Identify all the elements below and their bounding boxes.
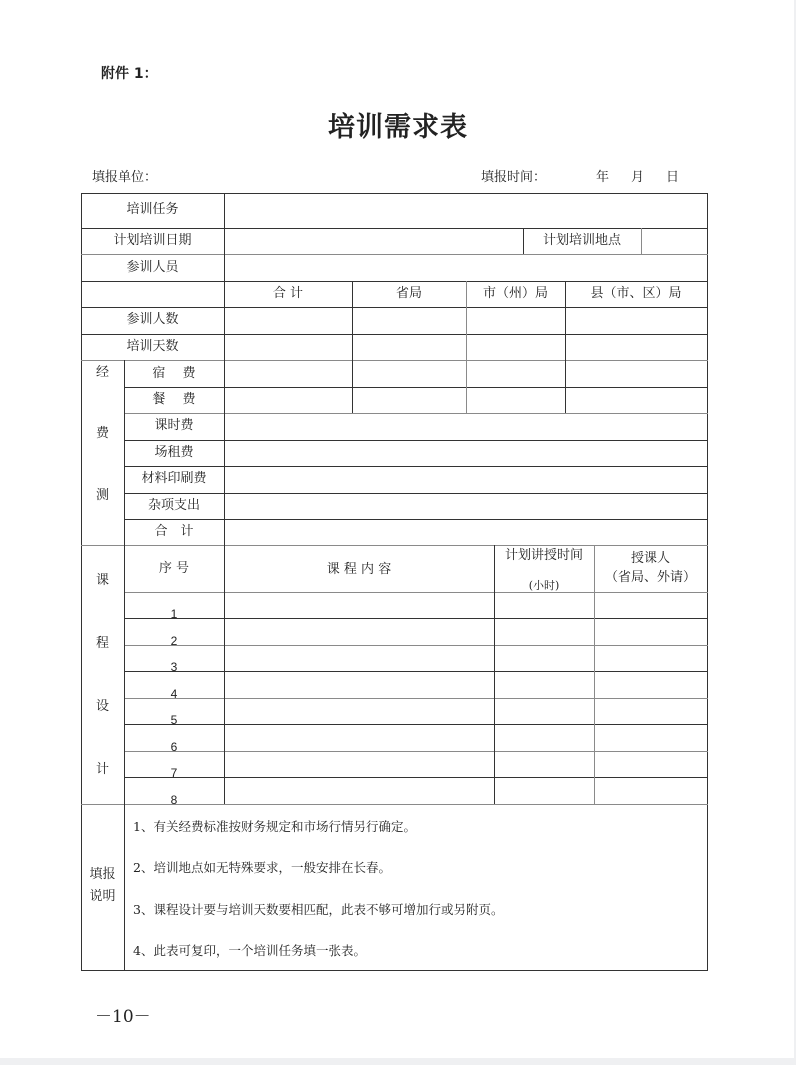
budget-label-char: 费 (95, 426, 109, 441)
header-county: 县（市、区）局 (590, 286, 682, 301)
course-lecturer-field[interactable] (595, 673, 707, 698)
planned-location-field[interactable] (642, 229, 707, 254)
page-title: 培训需求表 (328, 112, 468, 143)
course-label-char: 程 (95, 636, 109, 651)
course-lecturer-field[interactable] (595, 752, 707, 777)
header-total: 合 计 (272, 286, 304, 301)
course-content-field[interactable] (225, 699, 494, 724)
header-lecturer-source: （省局、外请） (604, 570, 696, 585)
instruction-item: 3、课程设计要与培训天数要相匹配，此表不够可增加行或另附页。 (133, 902, 504, 917)
instruction-item: 4、此表可复印，一个培训任务填一张表。 (133, 943, 366, 958)
course-hours-field[interactable] (495, 593, 594, 618)
course-row-number: 8 (170, 793, 178, 807)
course-row-number: 4 (170, 687, 178, 701)
course-row-number: 5 (170, 713, 178, 727)
header-seq: 序 号 (158, 561, 190, 576)
participant-count-label: 参训人数 (126, 312, 179, 327)
instructions-label: 说明 (89, 889, 116, 904)
instruction-item: 2、培训地点如无特殊要求，一般安排在长春。 (133, 860, 391, 875)
budget-item-lecture-fee: 课时费 (154, 418, 194, 433)
course-content-field[interactable] (225, 726, 494, 751)
course-row-number: 2 (170, 634, 178, 648)
course-row-number: 3 (170, 660, 178, 674)
planned-date-field[interactable] (225, 229, 523, 254)
year-label: 年 (596, 170, 610, 185)
header-lecturer: 授课人 (630, 551, 670, 566)
course-content-field[interactable] (225, 593, 494, 618)
instructions-label: 填报 (89, 867, 116, 882)
course-row-number: 7 (170, 766, 178, 780)
training-task-field[interactable] (225, 194, 707, 228)
planned-date-label: 计划培训日期 (113, 233, 192, 248)
course-content-field[interactable] (225, 752, 494, 777)
course-hours-field[interactable] (495, 699, 594, 724)
day-label: 日 (666, 170, 680, 185)
participants-field[interactable] (225, 255, 707, 281)
course-label-char: 计 (95, 762, 109, 777)
course-row-number: 6 (170, 740, 178, 754)
budget-item-total: 合 计 (154, 524, 194, 539)
course-hours-field[interactable] (495, 726, 594, 751)
fill-time-label: 填报时间： (481, 170, 547, 185)
instruction-item: 1、有关经费标准按财务规定和市场行情另行确定。 (133, 819, 416, 834)
month-label: 月 (631, 170, 645, 185)
course-hours-field[interactable] (495, 673, 594, 698)
course-hours-field[interactable] (495, 779, 594, 804)
header-hours: 计划讲授时间 (504, 548, 583, 563)
course-content-field[interactable] (225, 646, 494, 671)
budget-item-printing: 材料印刷费 (141, 471, 207, 486)
course-content-field[interactable] (225, 673, 494, 698)
course-lecturer-field[interactable] (595, 620, 707, 645)
course-label-char: 课 (95, 573, 109, 588)
page-number: －10－ (95, 1007, 151, 1027)
fill-unit-label: 填报单位： (92, 170, 158, 185)
budget-item-lodging: 宿 费 (152, 366, 196, 381)
header-province: 省局 (395, 286, 422, 301)
course-lecturer-field[interactable] (595, 779, 707, 804)
budget-label-char: 测 (95, 488, 109, 503)
course-label-char: 设 (95, 699, 109, 714)
course-lecturer-field[interactable] (595, 726, 707, 751)
budget-item-venue-rent: 场租费 (154, 445, 194, 460)
course-hours-field[interactable] (495, 752, 594, 777)
budget-item-misc: 杂项支出 (147, 498, 200, 513)
course-lecturer-field[interactable] (595, 699, 707, 724)
training-days-label: 培训天数 (126, 339, 179, 354)
participants-label: 参训人员 (126, 260, 179, 275)
course-hours-field[interactable] (495, 646, 594, 671)
course-lecturer-field[interactable] (595, 646, 707, 671)
training-task-label: 培训任务 (126, 202, 179, 217)
header-city: 市（州）局 (482, 286, 548, 301)
header-hours-unit: (小时) (528, 579, 560, 592)
annex-label: 附件 1： (101, 66, 158, 82)
course-content-field[interactable] (225, 779, 494, 804)
course-hours-field[interactable] (495, 620, 594, 645)
planned-location-label: 计划培训地点 (542, 233, 621, 248)
course-content-field[interactable] (225, 620, 494, 645)
budget-label-char: 经 (95, 365, 109, 380)
course-lecturer-field[interactable] (595, 593, 707, 618)
course-row-number: 1 (170, 607, 178, 621)
header-content: 课 程 内 容 (326, 562, 392, 577)
budget-item-meals: 餐 费 (152, 392, 196, 407)
